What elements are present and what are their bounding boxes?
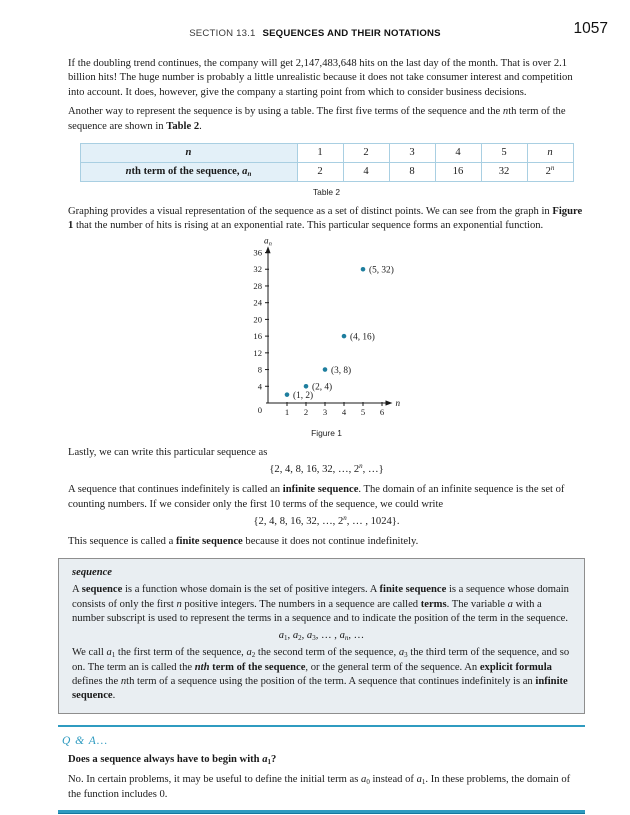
table-cell: 16 (435, 162, 481, 181)
table-2 (80, 143, 574, 182)
svg-text:0: 0 (257, 405, 262, 416)
page-header (0, 0, 630, 43)
svg-text:4: 4 (257, 381, 262, 392)
qa-question: Does a sequence always have to begin with a1? (68, 754, 277, 767)
table-cell: 1 (297, 143, 343, 162)
paragraph-finite-sequence: This sequence is called a finite sequence because it does not continue indefinitely. (68, 535, 419, 547)
svg-text:2: 2 (303, 407, 308, 418)
table-cell: 3 (389, 143, 435, 162)
svg-text:8: 8 (257, 364, 262, 375)
svg-text:32: 32 (252, 264, 262, 275)
paragraph-graphing: Graphing provides a visual representation of the sequence as a set of distinct points. We can see from the graph in Figure 1 that the number of hits is rising at an exponential rate. This particular sequence forms an exponential function. (68, 205, 583, 232)
svg-text:36: 36 (252, 247, 262, 258)
table-cell-2-power-n: 2$^n$ (527, 162, 573, 181)
svg-text:(2, 4): (2, 4) (311, 383, 332, 394)
sequence-definition-box (58, 558, 585, 714)
svg-text:n: n (395, 398, 400, 409)
terms-notation-formula: a1, a2, a3, … , an, … (278, 630, 365, 643)
table-cell-n-label: n (80, 143, 297, 162)
paragraph-infinite-sequence: A sequence that continues indefinitely is called an infinite sequence. The domain of an infinite sequence is the set of counting numbers. If we consider only the first 10 terms of the sequence, we could write (68, 484, 565, 510)
svg-text:(5, 32): (5, 32) (368, 266, 394, 277)
table-cell: 32 (481, 162, 527, 181)
table-cell: 4 (343, 162, 389, 181)
svg-text:20: 20 (252, 314, 262, 325)
svg-text:1: 1 (284, 407, 289, 418)
svg-text:(4, 16): (4, 16) (349, 332, 375, 343)
formula-infinite-sequence: {2, 4, 8, 16, 32, …, 2$^n$, …} (269, 462, 384, 476)
table-row-nth-term (80, 162, 573, 181)
table-cell-nth-term-label: nth term of the sequence, an (80, 162, 297, 181)
definition-box-paragraph-1: A sequence is a function whose domain is the set of positive integers. A finite sequence is a sequence whose domain consists of only the first n positive integers. The numbers in a sequence are called terms. The variable a with a number subscript is used to represent the terms in a sequence and to indicate the position of the term in the sequence. (72, 584, 569, 624)
table-cell: 2 (343, 143, 389, 162)
svg-text:(3, 8): (3, 8) (330, 366, 351, 377)
figure-1-scatter-plot (222, 235, 432, 423)
qa-heading: Q & A… (62, 734, 109, 747)
table-cell: 4 (435, 143, 481, 162)
svg-text:3: 3 (322, 407, 327, 418)
definition-box-paragraph-2: We call a1 the first term of the sequence, a2 the second term of the sequence, a3 the third term of the sequence, and so on. The term an is called the nth term of the sequence, or the general term of the sequence. An explicit formula defines the nth term of a sequence using the position of the term. A sequence that continues indefinitely is an infinite sequence. (72, 647, 570, 702)
svg-text:5: 5 (360, 407, 365, 418)
svg-text:28: 28 (252, 281, 262, 292)
page-content (0, 57, 630, 814)
svg-text:12: 12 (252, 348, 262, 359)
figure-1-caption: Figure 1 (311, 428, 342, 439)
table-cell: 5 (481, 143, 527, 162)
bottom-rule (58, 810, 585, 814)
qa-answer: No. In certain problems, it may be useful to define the initial term as a0 instead of a1. In these problems, the domain of the function includes 0. (68, 774, 571, 800)
svg-text:an: $a_n$ (263, 235, 272, 248)
paragraph-lastly: Lastly, we can write this particular sequence as (68, 447, 268, 459)
page-number: 1057 (573, 20, 608, 37)
figure-1 (68, 235, 585, 440)
table-2-caption: Table 2 (312, 186, 340, 197)
section-label: SECTION 13.1 (189, 28, 256, 39)
table-row-n (80, 143, 573, 162)
svg-text:(1, 2): (1, 2) (292, 391, 313, 402)
paragraph-table-intro: Another way to represent the sequence is by using a table. The first five terms of the sequence and the nth term of the sequence are shown in Table 2. (68, 106, 566, 132)
paragraph-doubling-trend: If the doubling trend continues, the company will get 2,147,483,648 hits on the last day of the month. That is over 2.1 billion hits! The huge number is probably a little unrealistic because it does not take consumer interest and competition into account. It does, however, give the company a starting point from which to consider business decisions. (68, 58, 573, 98)
table-cell-n-generic: n (527, 143, 573, 162)
running-head (0, 27, 630, 41)
qa-divider-line (58, 725, 585, 727)
formula-finite-sequence: {2, 4, 8, 16, 32, …, 2$^n$, … , 1024}. (253, 513, 400, 527)
svg-text:16: 16 (252, 331, 262, 342)
table-cell: 2 (297, 162, 343, 181)
table-cell: 8 (389, 162, 435, 181)
svg-text:4: 4 (341, 407, 346, 418)
svg-text:24: 24 (252, 298, 262, 309)
svg-text:6: 6 (379, 407, 384, 418)
definition-box-title: sequence (72, 566, 113, 578)
section-title: SEQUENCES AND THEIR NOTATIONS (262, 28, 441, 39)
